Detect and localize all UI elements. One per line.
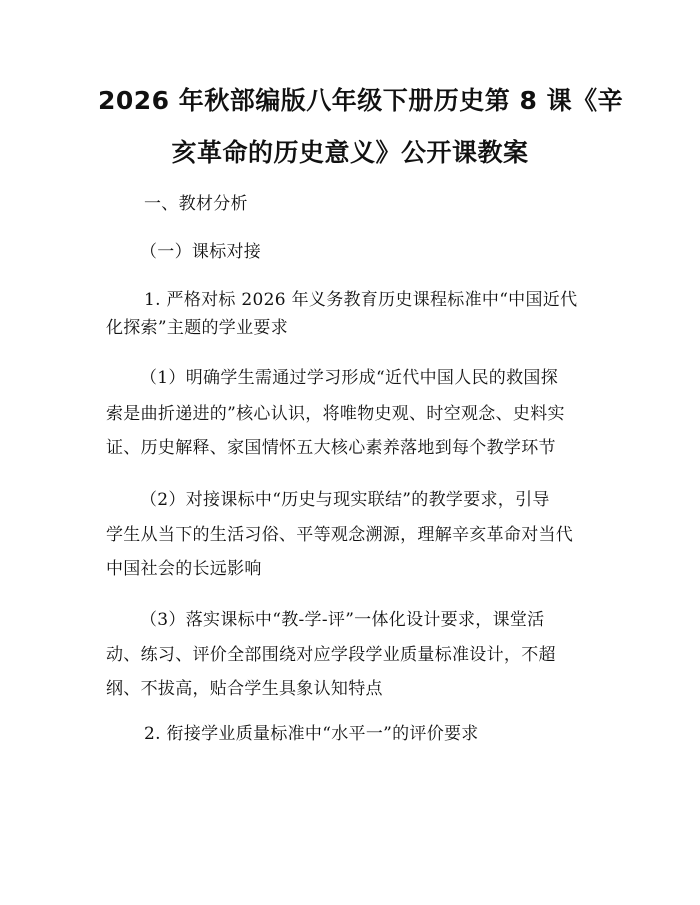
- subitem-1-line-1: （1）明确学生需通过学习形成“近代中国人民的救国探: [140, 368, 559, 388]
- item-1-line-2: 化探索”主题的学业要求: [106, 318, 288, 338]
- item-1-line-1: 1. 严格对标 2026 年义务教育历史课程标准中“中国近代: [144, 290, 578, 310]
- subitem-2-line-1: （2）对接课标中“历史与现实联结”的教学要求，引导: [140, 490, 550, 510]
- section-heading-textbook-analysis: 一、教材分析: [144, 194, 248, 214]
- item-2-line-1: 2. 衔接学业质量标准中“水平一”的评价要求: [144, 724, 479, 744]
- subsection-heading-curriculum-alignment: （一）课标对接: [140, 242, 262, 262]
- document-title-line-2: 亥革命的历史意义》公开课教案: [171, 138, 529, 167]
- subitem-2-line-2: 学生从当下的生活习俗、平等观念溯源，理解辛亥革命对当代: [106, 525, 574, 545]
- subitem-3-line-2: 动、练习、评价全部围绕对应学段学业质量标准设计，不超: [106, 645, 556, 665]
- subitem-2-line-3: 中国社会的长远影响: [106, 559, 262, 579]
- subitem-3-line-1: （3）落实课标中“教-学-评”一体化设计要求，课堂活: [140, 610, 545, 630]
- subitem-1-line-3: 证、历史解释、家国情怀五大核心素养落地到每个教学环节: [106, 438, 556, 458]
- subitem-3-line-3: 纲、不拔高，贴合学生具象认知特点: [106, 679, 383, 699]
- subitem-1-line-2: 索是曲折递进的”核心认识，将唯物史观、时空观念、史料实: [106, 404, 565, 424]
- document-title-line-1: 2026 年秋部编版八年级下册历史第 8 课《辛: [98, 86, 624, 115]
